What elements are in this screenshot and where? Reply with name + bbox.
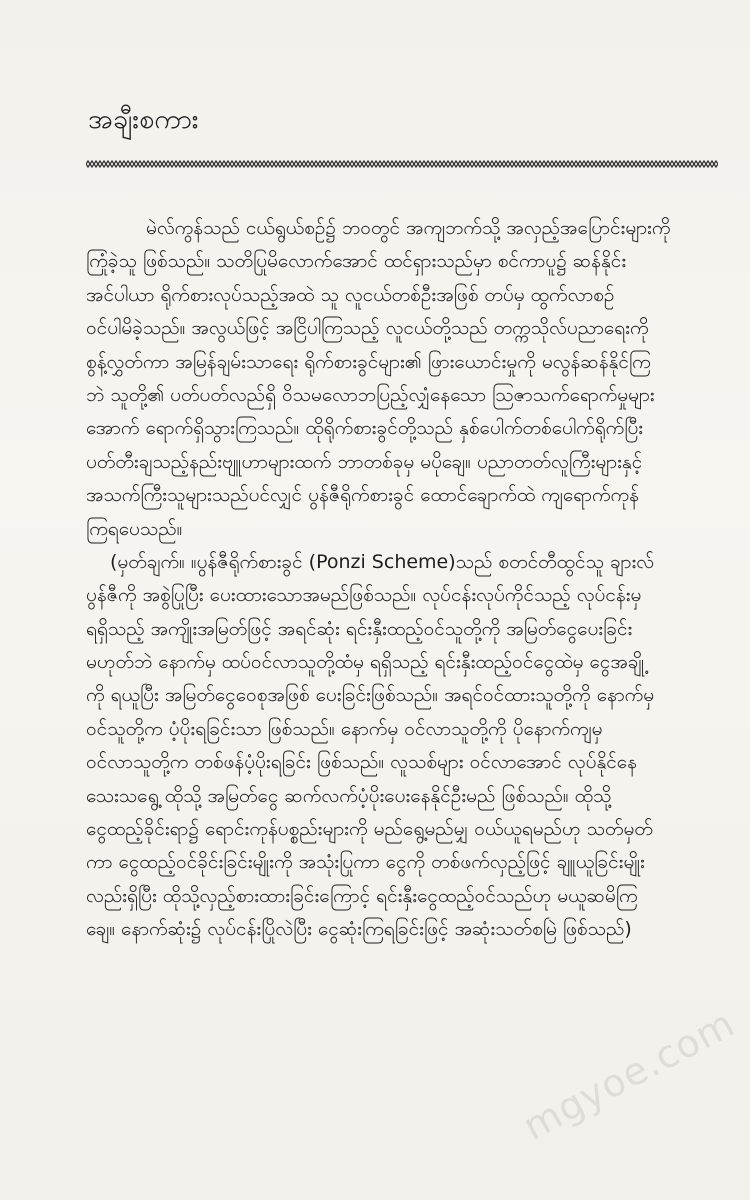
paragraph-2-line: ကို ရယူပြီး အမြတ်ငွေဝေစုအဖြစ် ပေးခြင်းဖြစ်သည်။ အရင်ဝင်ထားသူတို့ကို နောက်မှ — [86, 684, 655, 707]
decorative-divider — [86, 160, 718, 168]
paragraph-1-line: အသက်ကြီးသူများသည်ပင်လျှင် ပွန်ဇီရိုက်စားခွင် ထောင်ချောက်ထဲ ကျရောက်ကုန် — [86, 484, 639, 507]
paragraph-2-line: ချေ။ နောက်ဆုံး၌ လုပ်ငန်းပြိုလဲပြီး ငွေဆုံးကြရခြင်းဖြင့် အဆုံးသတ်စမြဲ ဖြစ်သည်) — [86, 918, 632, 941]
paragraph-2-line: ငွေထည့်ခိုင်းရာ၌ ရောင်းကုန်ပစ္စည်းများကို မည်ရွေ့မည်မျှ ဝယ်ယူရမည်ဟု သတ်မှတ် — [86, 818, 653, 841]
paragraph-1-line: ပတ်တီးချသည့်နည်းဗျူဟာများထက် ဘာတစ်ခုမှ မပိုချေ။ ပညာတတ်လူကြီးများနှင့် — [86, 450, 643, 473]
paragraph-1-line: ဝင်ပါမိခဲ့သည်။ အလွယ်ဖြင့် အငြိပါကြသည့် လူငယ်တို့သည် တက္ကသိုလ်ပညာရေးကို — [86, 317, 649, 340]
paragraph-1-line: စွန့်လွှတ်ကာ အမြန်ချမ်းသာရေး ရိုက်စားခွင်များ၏ ဖြားယောင်းမှုကို မလွန်ဆန်နိုင်ကြ — [86, 350, 651, 373]
paragraph-1-line: မဲလ်ကွန်သည် ငယ်ရွယ်စဉ်၌ ဘဝတွင် အကျဘက်သို့ အလှည့်အပြောင်းများကို — [146, 217, 671, 239]
body-text — [86, 212, 718, 947]
paragraph-2-line: ဝင်သူတို့က ပံ့ပိုးရခြင်းသာ ဖြစ်သည်။ နောက်မှ ဝင်လာသူတို့ကို ပိုနောက်ကျမှ — [86, 717, 603, 740]
paragraph-2-line: လည်းရှိပြီး ထိုသို့လှည့်စားထားခြင်းကြောင့် ရင်းနှီးငွေထည့်ဝင်သည်ဟု မယူဆမိကြ — [86, 884, 638, 907]
paragraph-2-line: (မှတ်ချက်။ ။ပွန်ဇီရိုက်စားခွင် (Ponzi Scheme)သည် စတင်တီထွင်သူ ချားလ် — [110, 550, 655, 573]
paragraph-1-line: ကြုံခဲ့သူ ဖြစ်သည်။ သတိပြုမိလောက်အောင် ထင်ရှားသည်မှာ စင်ကာပူ၌ ဆန်နိုင်း — [86, 250, 627, 273]
paragraph-1-line: အောက် ရောက်ရှိသွားကြသည်။ ထိုရိုက်စားခွင်တို့သည် နှစ်ပေါက်တစ်ပေါက်ရိုက်ပြီး — [86, 417, 644, 440]
page-heading: အချီးစကား — [88, 104, 199, 135]
paragraph-2-line: မဟုတ်ဘဲ နောက်မှ ထပ်ဝင်လာသူတို့ထံမှ ရရှိသည့် ရင်းနှီးထည့်ဝင်ငွေထဲမှ ငွေအချို့ — [86, 651, 645, 674]
site-watermark: mgyoe.com — [516, 1000, 742, 1149]
paragraph-1-line: ကြရပေသည်။ — [86, 517, 183, 540]
paragraph-2-line: ကာ ငွေထည့်ဝင်ခိုင်းခြင်းမျိုးကို အသုံးပြုကာ ငွေကို တစ်ဖက်လှည့်ဖြင့် ချူယူခြင်းမျိုး — [86, 851, 645, 874]
paragraph-2-line: ပွန်ဇီကို အစွဲပြုပြီး ပေးထားသောအမည်ဖြစ်သည်။ လုပ်ငန်းလုပ်ကိုင်သည့် လုပ်ငန်းမှ — [86, 584, 642, 607]
paragraph-2-line: ဝင်လာသူတို့က တစ်ဖန်ပံ့ပိုးရခြင်း ဖြစ်သည်။ လူသစ်များ ဝင်လာအောင် လုပ်နိုင်နေ — [86, 751, 637, 774]
paragraph-2-line: ရရှိသည့် အကျိုးအမြတ်ဖြင့် အရင်ဆုံး ရင်းနှီးထည့်ဝင်သူတို့ကို အမြတ်ငွေပေးခြင်း — [86, 617, 633, 640]
paragraph-1-line: ဘဲ သူတို့၏ ပတ်ပတ်လည်ရှိ ဝိသမလောဘပြည့်လျှံနေသော ဩဇာသက်ရောက်မှုများ — [86, 383, 655, 406]
paragraph-1-line: အင်ပါယာ ရိုက်စားလုပ်သည့်အထဲ သူ လူငယ်တစ်ဦးအဖြစ် တပ်မှ ထွက်လာစဉ် — [86, 283, 615, 306]
paragraph-2-line: သေးသရွေ့ ထိုသို့ အမြတ်ငွေ ဆက်လက်ပံ့ပိုးပေးနေနိုင်ဦးမည် ဖြစ်သည်။ ထိုသို့ — [86, 784, 612, 807]
